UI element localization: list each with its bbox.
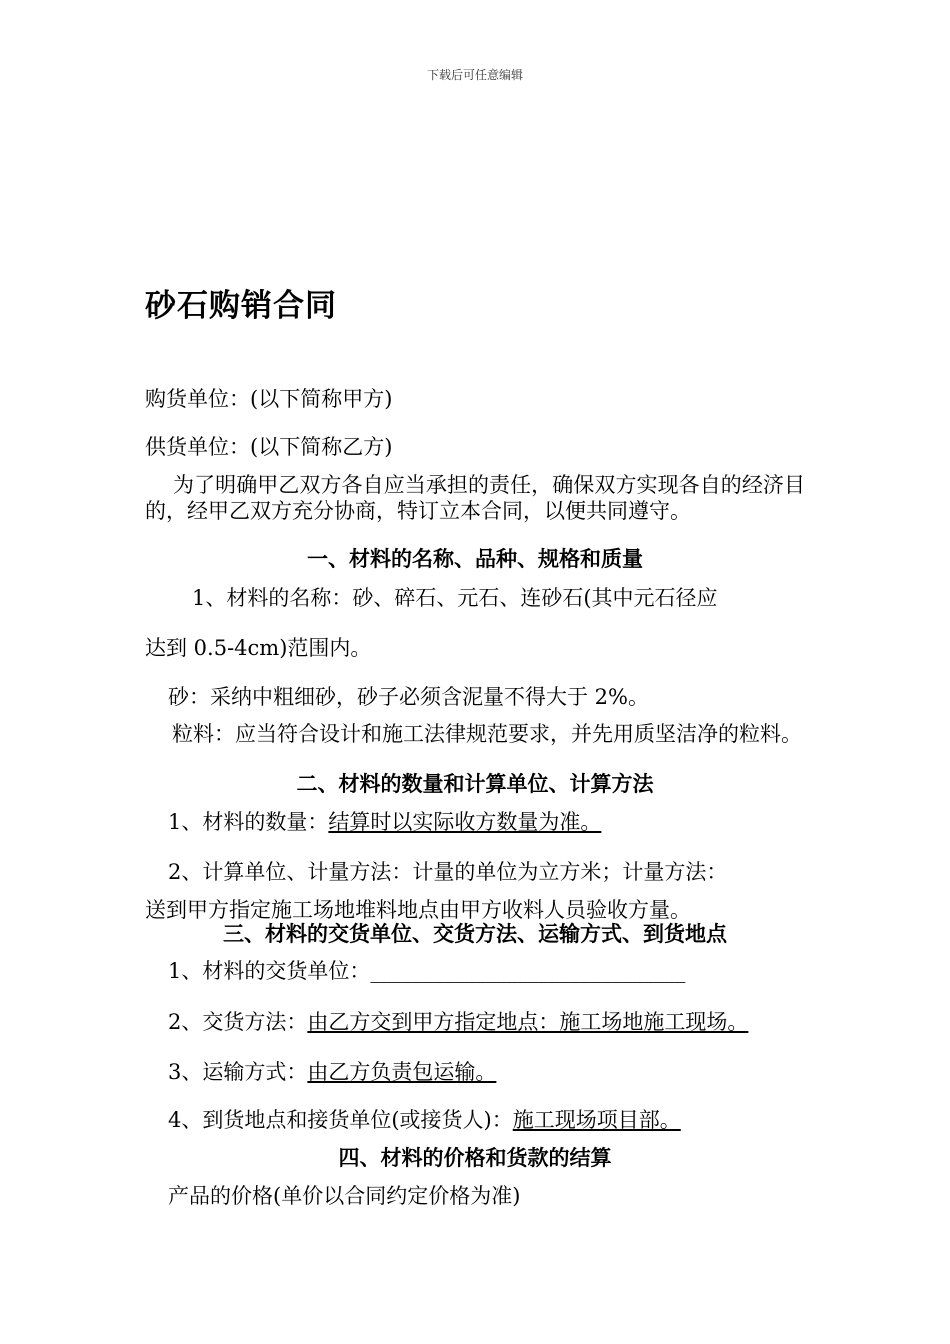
section3-item2-label: 2、交货方法：	[168, 1010, 308, 1034]
section3-item2	[168, 1009, 748, 1035]
buyer-line: 购货单位：(以下简称甲方)	[145, 387, 393, 411]
supplier-line: 供货单位：(以下简称乙方)	[145, 435, 393, 459]
section4-heading: 四、材料的价格和货款的结算	[338, 1146, 612, 1170]
section3-item3-value: 由乙方负责包运输。	[307, 1060, 497, 1084]
section1-item1-line2: 达到 0.5-4cm)范围内。	[145, 636, 372, 660]
section1-item1-line1: 1、材料的名称：砂、碎石、元石、连砂石(其中元石径应	[192, 586, 718, 610]
section1-sand: 砂：采纳中粗细砂，砂子必须含泥量不得大于 2%。	[168, 685, 649, 709]
section3-item3	[168, 1059, 496, 1085]
section3-item4-label: 4、到货地点和接货单位(或接货人)：	[168, 1108, 513, 1132]
header-note: 下载后可任意编辑	[426, 68, 523, 82]
section1-heading: 一、材料的名称、品种、规格和质量	[307, 547, 643, 571]
section2-item1	[168, 809, 601, 835]
section3-item4-value: 施工现场项目部。	[512, 1108, 681, 1132]
section3-item2-value: 由乙方交到甲方指定地点：施工场地施工现场。	[307, 1010, 749, 1034]
section3-heading: 三、材料的交货单位、交货方法、运输方式、到货地点	[223, 922, 727, 946]
section3-item4	[168, 1107, 681, 1133]
section3-item1	[168, 958, 685, 984]
section4-price-line: 产品的价格(单价以合同约定价格为准)	[168, 1184, 521, 1208]
section3-item1-label: 1、材料的交货单位：	[168, 959, 371, 983]
section2-item2-line1: 2、计算单位、计量方法：计量的单位为立方米；计量方法：	[168, 860, 728, 884]
section2-heading: 二、材料的数量和计算单位、计算方法	[296, 772, 654, 796]
section3-item3-label: 3、运输方式：	[168, 1060, 308, 1084]
document-title: 砂石购销合同	[145, 288, 337, 324]
section2-item2-line2: 送到甲方指定施工场地堆料地点由甲方收料人员验收方量。	[145, 898, 691, 922]
section1-aggregate: 粒料：应当符合设计和施工法律规范要求，并先用质坚洁净的粒料。	[172, 722, 802, 746]
intro-paragraph: 为了明确甲乙双方各自应当承担的责任，确保双方实现各自的经济目的，经甲乙双方充分协商，特订立本合同，以便共同遵守。	[145, 473, 805, 523]
section2-item1-value: 结算时以实际收方数量为准。	[328, 810, 602, 834]
section3-item1-blank: ______________________________	[370, 959, 686, 983]
section2-item1-label: 1、材料的数量：	[168, 810, 329, 834]
